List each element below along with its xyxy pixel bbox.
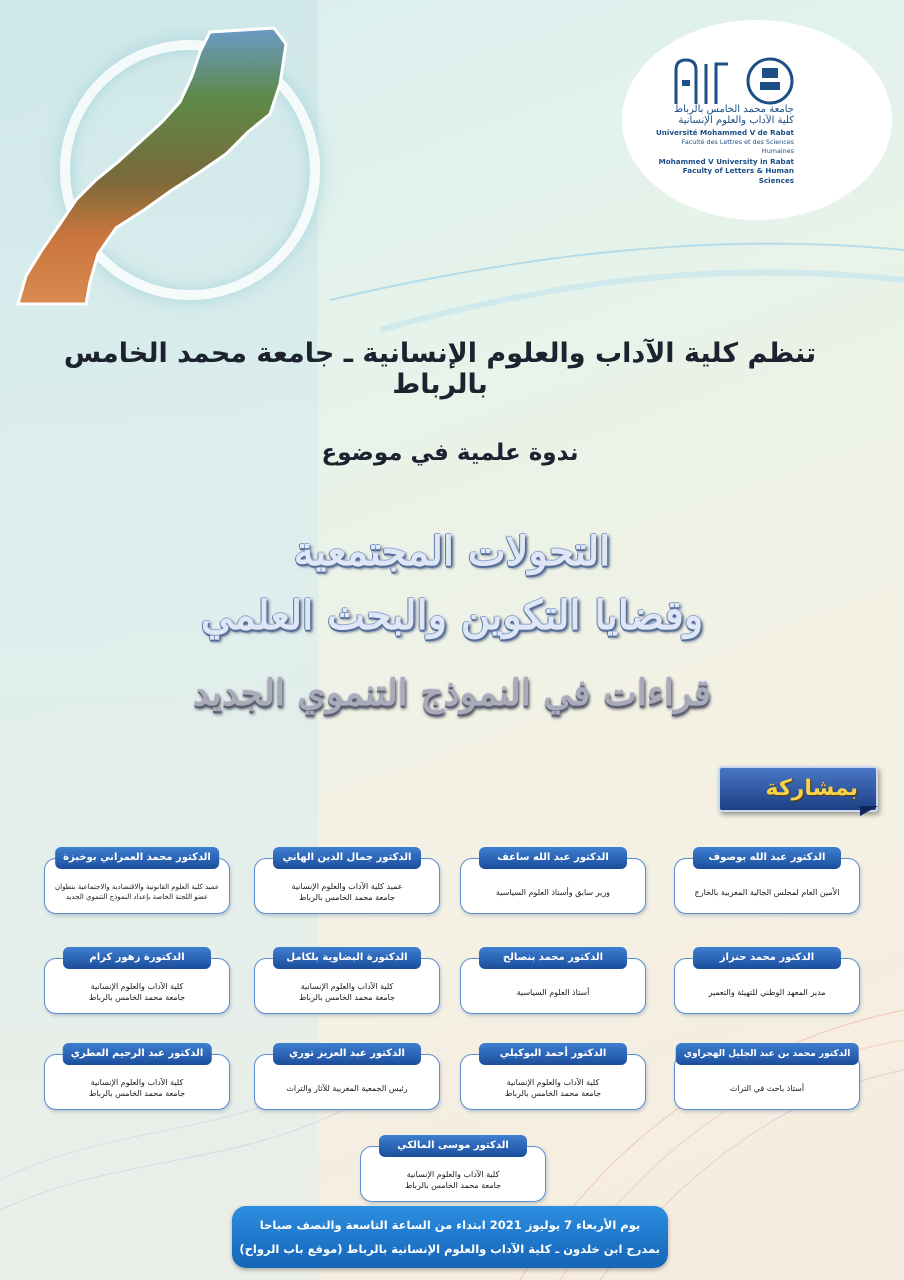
organizer-heading: تنظم كلية الآداب والعلوم الإنسانية ـ جامعة محمد الخامس بالرباط	[63, 338, 817, 400]
speaker-name: الدكتور عبد العزيز توري	[273, 1043, 421, 1065]
speaker-card	[460, 1048, 646, 1110]
speaker-name: الدكتور محمد العمراني بوخبزة	[55, 847, 219, 869]
seminar-subtitle: ندوة علمية في موضوع	[321, 440, 579, 466]
speaker-name: الدكتور عبد الرحيم العطري	[63, 1043, 212, 1065]
speaker-role: كلية الآداب والعلوم الإنسانية جامعة محمد الخامس بالرباط	[504, 1078, 602, 1098]
speaker-card	[44, 852, 230, 914]
speaker-role: كلية الآداب والعلوم الإنسانية جامعة محمد الخامس بالرباط	[298, 982, 396, 1002]
speaker-role: رئيس الجمعية المغربية للآثار والتراث	[286, 1083, 408, 1093]
speaker-role: عميد كلية الآداب والعلوم الإنسانية جامعة محمد الخامس بالرباط	[291, 882, 403, 902]
speaker-name: الدكتور موسى المالكي	[379, 1135, 527, 1157]
title-line-1: التحولات المجتمعية	[293, 528, 611, 575]
event-details-banner	[232, 1206, 668, 1268]
speaker-role: كلية الآداب والعلوم الإنسانية جامعة محمد الخامس بالرباط	[88, 1078, 186, 1098]
speaker-card	[44, 952, 230, 1014]
event-date-time: يوم الأربعاء 7 يوليوز 2021 ابتداء من الساعة التاسعة والنصف صباحا	[259, 1218, 641, 1232]
logo-arabic-text: جامعة محمد الخامس بالرباط كلية الآداب والعلوم الإنسانية	[673, 104, 794, 126]
title-line-3: قراءات في النموذج التنموي الجديد	[192, 672, 712, 714]
event-venue: بمدرج ابن خلدون ـ كلية الآداب والعلوم الإنسانية بالرباط (موقع باب الرواح)	[239, 1242, 660, 1256]
speaker-card	[254, 1048, 440, 1110]
speaker-name: الدكتورة زهور كرام	[63, 947, 211, 969]
speaker-role: كلية الآداب والعلوم الإنسانية جامعة محمد الخامس بالرباط	[404, 1170, 502, 1190]
speaker-name: الدكتور عبد الله ساعف	[479, 847, 627, 869]
speaker-card	[674, 952, 860, 1014]
speaker-card	[460, 952, 646, 1014]
speaker-name: الدكتور عبد الله بوصوف	[693, 847, 841, 869]
speaker-card	[674, 1049, 860, 1110]
speaker-name: الدكتور أحمد البوكيلي	[479, 1043, 627, 1065]
participation-label: بمشاركة	[765, 776, 858, 801]
title-line-2: وقضايا التكوين والبحث العلمي	[200, 592, 704, 639]
speaker-card	[674, 852, 860, 914]
speaker-name: الدكتور محمد حنزاز	[693, 947, 841, 969]
logo-latin-text: Université Mohammed V de Rabat Faculté des Lettres et des Sciences Humaines Mohammed V University in Rabat Faculty of Letters & Human Sciences	[655, 128, 794, 185]
speaker-card	[460, 852, 646, 914]
speaker-role: مدير المعهد الوطني للتهيئة والتعمير	[708, 987, 826, 997]
participation-badge	[718, 766, 878, 812]
speaker-role: أستاذ العلوم السياسية	[516, 987, 590, 997]
speaker-card	[254, 952, 440, 1014]
morocco-map-image	[12, 14, 312, 314]
speaker-role: كلية الآداب والعلوم الإنسانية جامعة محمد الخامس بالرباط	[88, 982, 186, 1002]
speaker-card	[360, 1140, 546, 1202]
speaker-role: عميد كلية العلوم القانونية والاقتصادية والاجتماعية بتطوان عضو اللجنة الخاصة بإعداد النموذج التنموي الجديد	[54, 883, 219, 901]
university-emblem-icon	[670, 54, 796, 108]
speaker-name: الدكتور محمد بنصالح	[479, 947, 627, 969]
speaker-card	[254, 852, 440, 914]
speaker-name: الدكتور جمال الدين الهاني	[273, 847, 421, 869]
speaker-card	[44, 1048, 230, 1110]
speaker-role: وزير سابق وأستاذ العلوم السياسية	[495, 887, 611, 897]
speaker-name: الدكتور محمد بن عبد الجليل الهجراوي	[676, 1043, 859, 1065]
speaker-role: أستاذ باحث في التراث	[729, 1083, 805, 1093]
badge-ribbon-fold	[860, 806, 878, 816]
speaker-name: الدكتورة البضاوية بلكامل	[273, 947, 421, 969]
speaker-role: الأمين العام لمجلس الجالية المغربية بالخارج	[694, 887, 840, 897]
